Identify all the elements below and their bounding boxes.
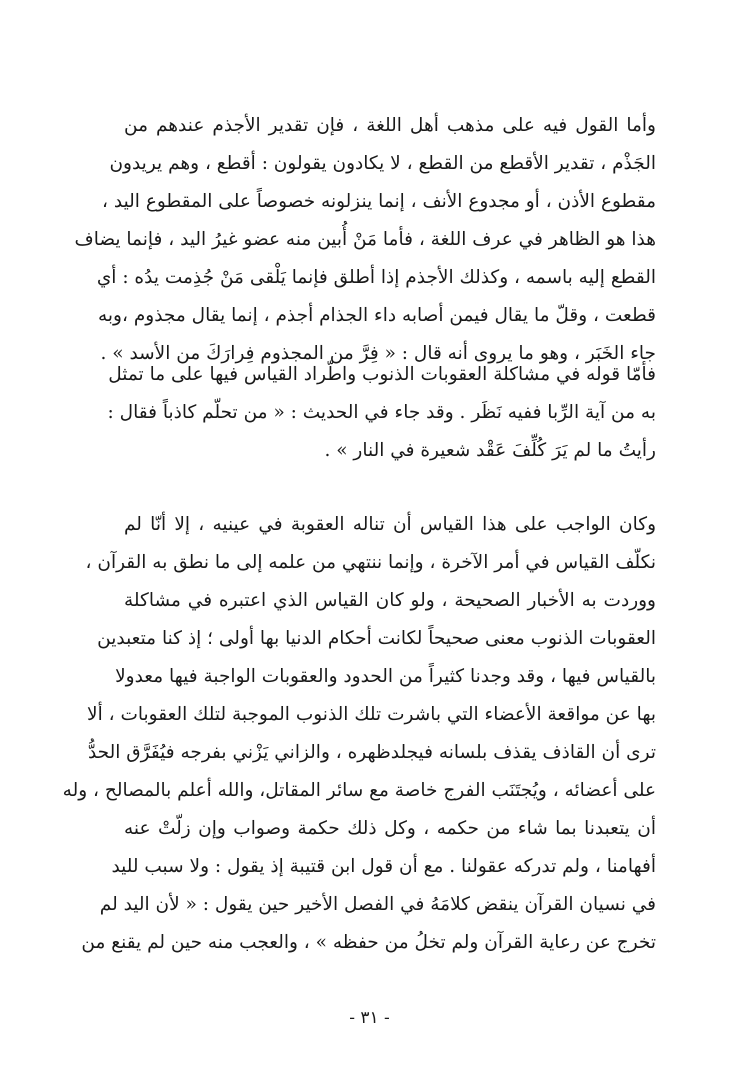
text-line: رأيتُ ما لم يَرَ كُلِّفَ عَقْد شعيرة في النار » . bbox=[324, 440, 656, 461]
text-line: بها عن مواقعة الأعضاء التي باشرت تلك الذنوب الموجبة لتلك العقوبات ، ألا bbox=[87, 704, 656, 725]
text-line: مقطوع الأذن ، أو مجدوع الأنف ، إنما ينزلونه خصوصاً على المقطوع اليد ، bbox=[102, 191, 656, 212]
text-line: في نسيان القرآن ينقض كلامَهُ في الفصل الأخير حين يقول : « لأن اليد لم bbox=[99, 894, 656, 915]
text-line: به من آية الرِّبا ففيه نَظَر . وقد جاء في الحديث : « من تحلّم كاذباً فقال : bbox=[107, 402, 656, 423]
text-line: هذا هو الظاهر في عرف اللغة ، فأما مَنْ أُبين منه عضو غيرُ اليد ، فإنما يضاف bbox=[74, 229, 656, 250]
text-line: ترى أن القاذف يقذف بلسانه فيجلدظهره ، والزاني يَزْني بفرجه فيُفَرَّق الحدُّ bbox=[87, 742, 656, 763]
text-line: ووردت به الأخبار الصحيحة ، ولو كان القياس الذي اعتبره في مشاكلة bbox=[124, 590, 656, 611]
text-line: تخرج عن رعاية القرآن ولم تخلُ من حفظه » ، والعجب منه حين لم يقنع من bbox=[81, 932, 656, 953]
text-line: أفهامنا ، ولم تدركه عقولنا . مع أن قول ابن قتيبة إذ يقول : ولا سبب لليد bbox=[111, 856, 656, 877]
text-line: نكلّف القياس في أمر الآخرة ، وإنما ننتهي من علمه إلى ما نطق به القرآن ، bbox=[85, 552, 656, 573]
text-line: أن يتعبدنا بما شاء من حكمه ، وكل ذلك حكمة وصواب وإن زلّتْ عنه bbox=[124, 818, 656, 839]
page-body-3 bbox=[62, 506, 656, 962]
paragraph-1 bbox=[74, 107, 656, 373]
paragraph-2 bbox=[107, 356, 656, 470]
text-line: الجَذْم ، تقدير الأقطع من القطع ، لا يكادون يقولون : أقطع ، وهم يريدون bbox=[109, 153, 656, 174]
page-number: - ٣١ - bbox=[349, 1008, 390, 1028]
page-body bbox=[74, 107, 656, 373]
text-line: فأمّا قوله في مشاكلة العقوبات الذنوب واطّراد القياس فيها على ما تمثل bbox=[108, 364, 656, 385]
text-line: العقوبات الذنوب معنى صحيحاً لكانت أحكام الدنيا بها أولى ؛ إذ كنا متعبدين bbox=[97, 628, 656, 649]
text-line: القطع إليه باسمه ، وكذلك الأجذم إذا أطلق فإنما يَلْقى مَنْ جُذِمت يدُه : أي bbox=[96, 267, 656, 288]
text-line: بالقياس فيها ، وقد وجدنا كثيراً من الحدود والعقوبات الواجبة فيها معدولا bbox=[115, 666, 656, 687]
page-body-2 bbox=[107, 356, 656, 470]
text-line: وأما القول فيه على مذهب أهل اللغة ، فإن تقدير الأجذم عندهم من bbox=[124, 115, 656, 136]
paragraph-3 bbox=[62, 506, 656, 962]
text-line: على أعضائه ، ويُجتَنَب الفرج خاصة مع سائر المقاتل، والله أعلم بالمصالح ، وله bbox=[62, 780, 656, 801]
text-line: وكان الواجب على هذا القياس أن تناله العقوبة في عينيه ، إلا أنّا لم bbox=[124, 514, 656, 535]
text-line: قطعت ، وقلّ ما يقال فيمن أصابه داء الجذام أجذم ، إنما يقال مجذوم ،وبه bbox=[97, 305, 656, 326]
text-line: جاء الخَبَر ، وهو ما يروى أنه قال : « فِرَّ من المجذوم فِرارَكَ من الأسد » . bbox=[100, 343, 656, 364]
